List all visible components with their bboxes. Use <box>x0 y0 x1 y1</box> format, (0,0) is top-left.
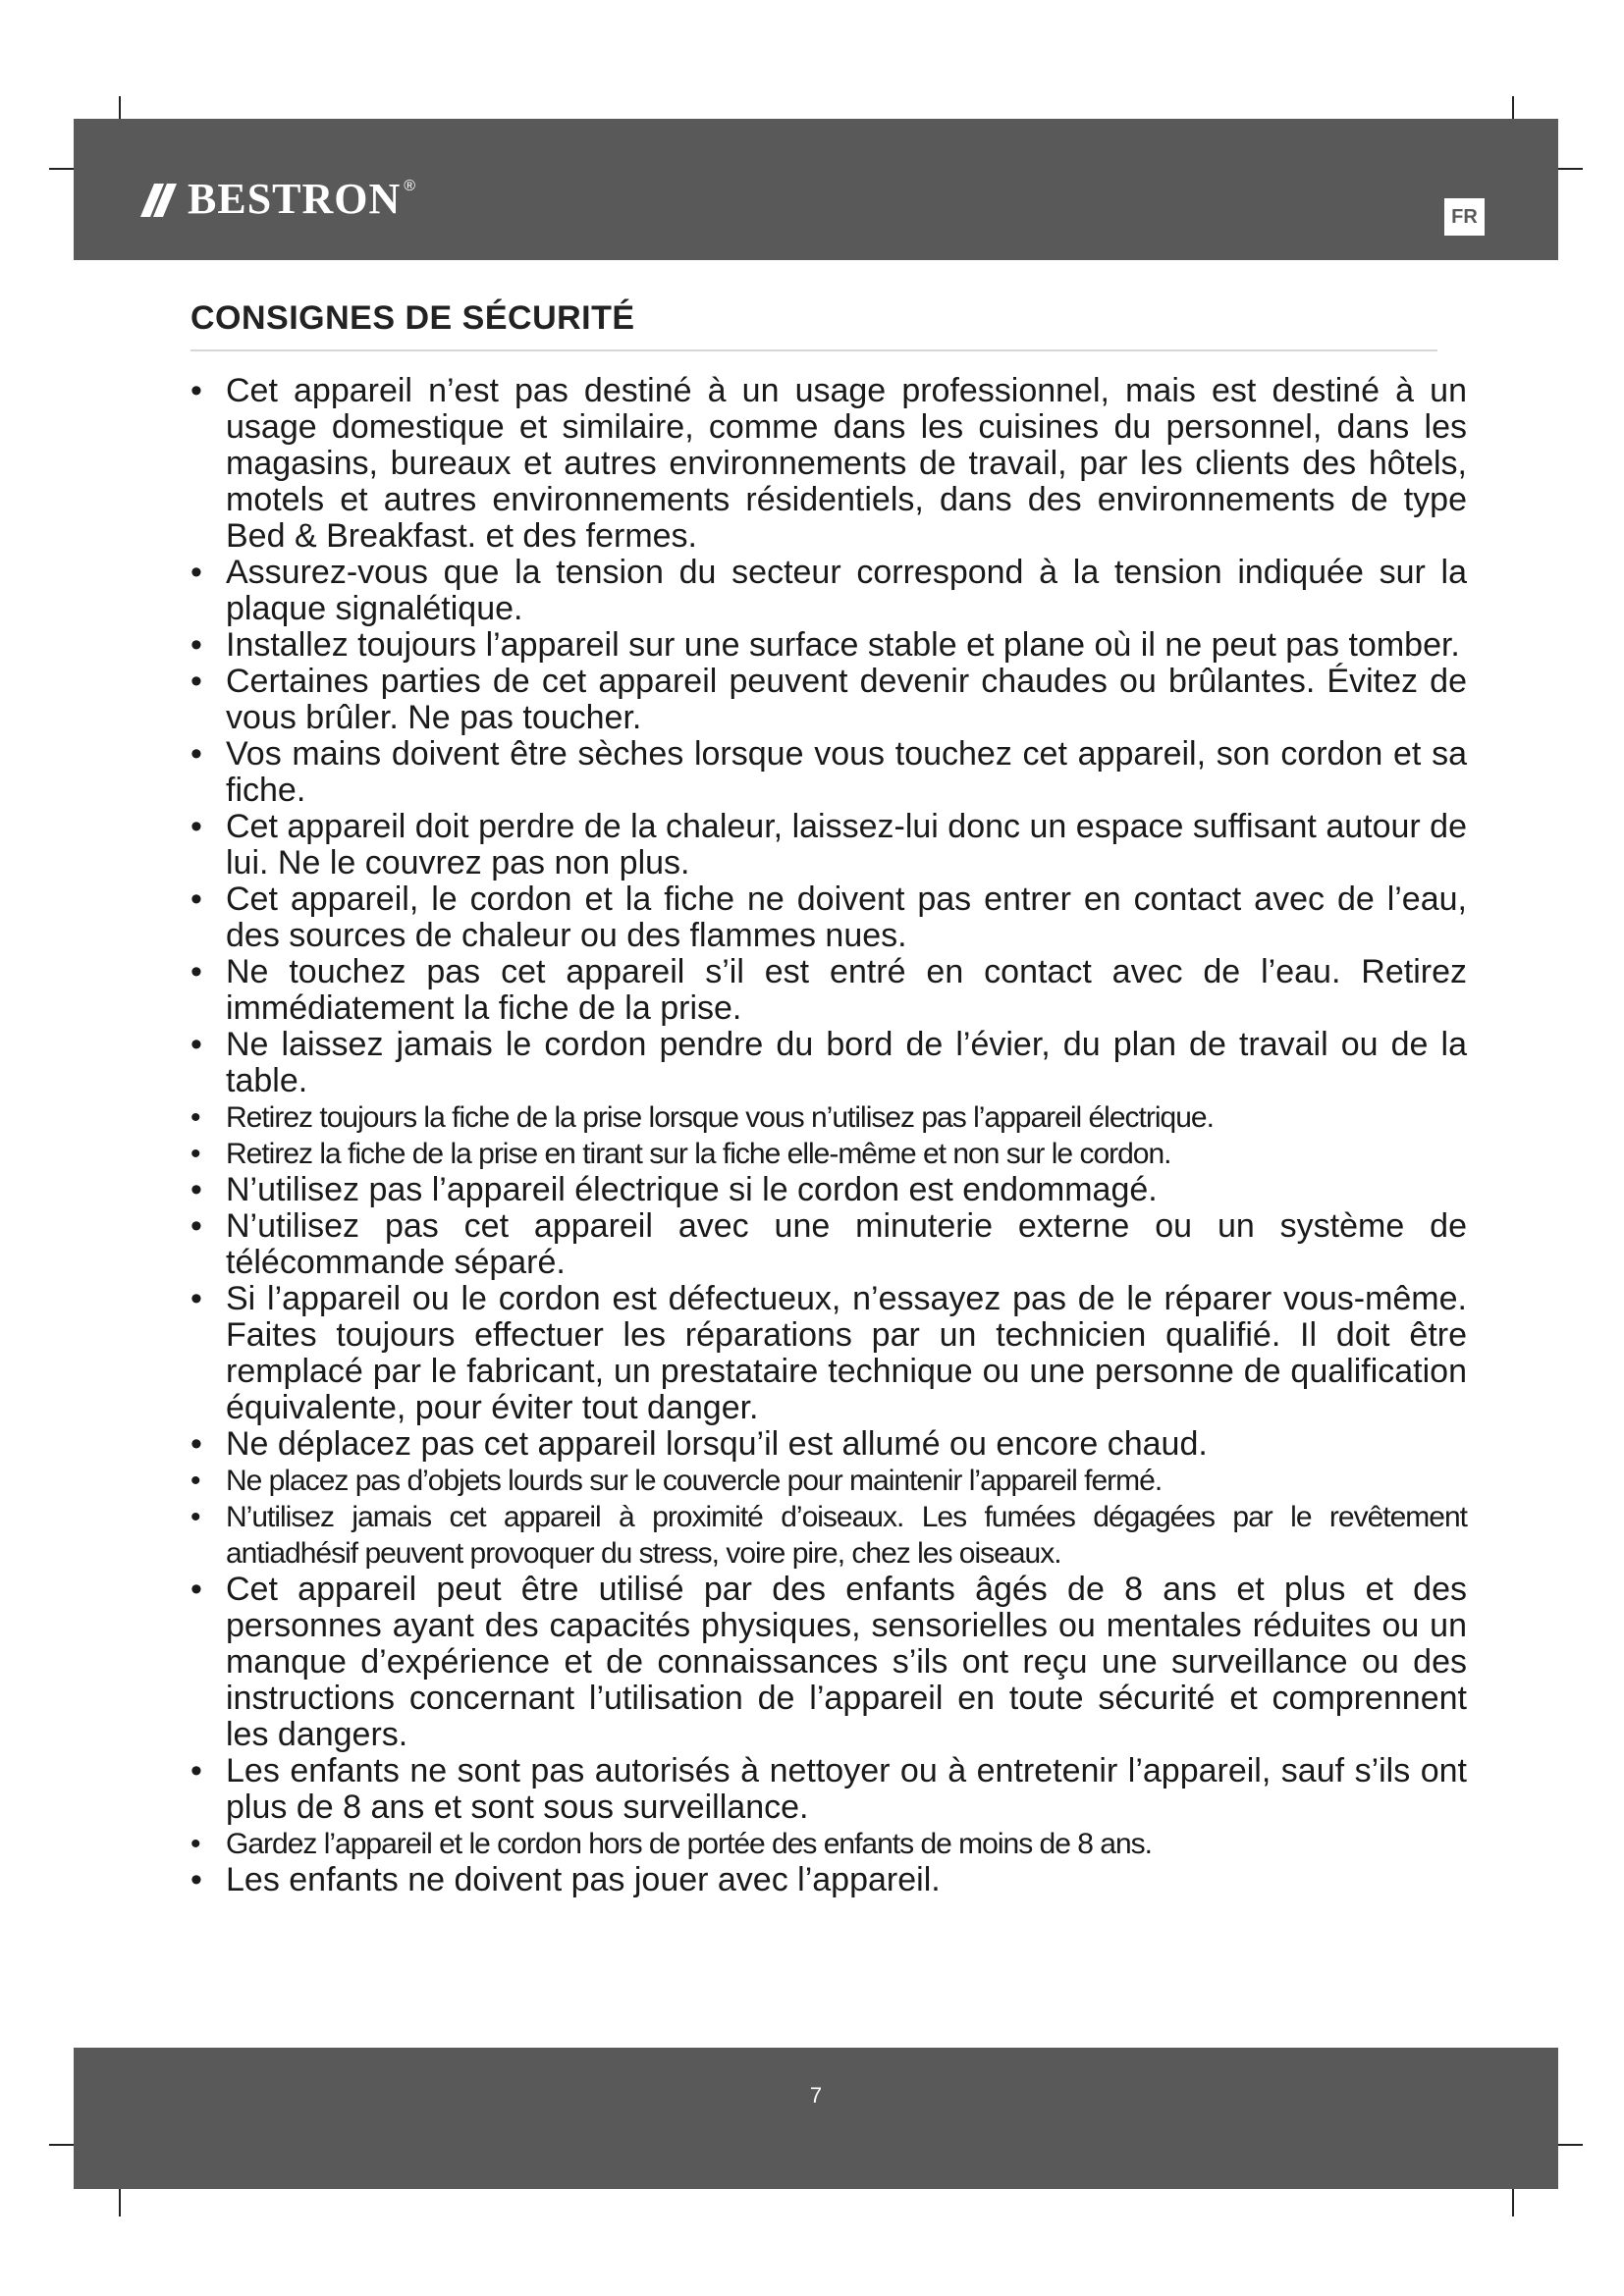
page-title: CONSIGNES DE SÉCURITÉ <box>190 299 635 337</box>
list-item: • N’utilisez pas cet appareil avec une minuterie externe ou un système de télécommande séparé. <box>190 1208 1467 1281</box>
list-item: • Cet appareil, le cordon et la fiche ne doivent pas entrer en contact avec de l’eau, des sources de chaleur ou des flammes nues. <box>190 881 1467 954</box>
registered-mark: ® <box>404 178 416 194</box>
list-item: • Retirez toujours la fiche de la prise lorsque vous n’utilisez pas l’appareil électrique. <box>190 1099 1467 1136</box>
list-item: • Ne déplacez pas cet appareil lorsqu’il est allumé ou encore chaud. <box>190 1426 1467 1463</box>
list-item: • Gardez l’appareil et le cordon hors de portée des enfants de moins de 8 ans. <box>190 1826 1467 1862</box>
brand-logo <box>140 175 416 223</box>
footer-bar <box>74 2048 1558 2189</box>
list-item: • N’utilisez pas l’appareil électrique si le cordon est endommagé. <box>190 1172 1467 1208</box>
page-number: 7 <box>809 2083 823 2108</box>
list-item: • Ne touchez pas cet appareil s’il est entré en contact avec de l’eau. Retirez immédiatement la fiche de la prise. <box>190 954 1467 1027</box>
list-item: • Les enfants ne doivent pas jouer avec l’appareil. <box>190 1862 1467 1898</box>
list-item: • Cet appareil doit perdre de la chaleur, laissez-lui donc un espace suffisant autour de lui. Ne le couvrez pas non plus. <box>190 809 1467 881</box>
safety-instructions-list <box>190 373 1467 1898</box>
language-badge: FR <box>1444 198 1485 236</box>
brand-chevrons-icon <box>140 184 180 217</box>
list-item: • Cet appareil peut être utilisé par des enfants âgés de 8 ans et plus et des personnes ayant des capacités physiques, sensorielles ou mentales réduites ou un manque d’expérience et de connaissances s’ils ont reçu une surveillance ou des instructions concernant l’utilisation de l’appareil en toute sécurité et comprennent les dangers. <box>190 1572 1467 1753</box>
list-item: • Les enfants ne sont pas autorisés à nettoyer ou à entretenir l’appareil, sauf s’ils ont plus de 8 ans et sont sous surveillance. <box>190 1753 1467 1826</box>
header-bar <box>74 119 1558 260</box>
list-item: • Ne placez pas d’objets lourds sur le couvercle pour maintenir l’appareil fermé. <box>190 1463 1467 1499</box>
list-item: • Retirez la fiche de la prise en tirant sur la fiche elle-même et non sur le cordon. <box>190 1136 1467 1172</box>
list-item: • Ne laissez jamais le cordon pendre du bord de l’évier, du plan de travail ou de la table. <box>190 1027 1467 1099</box>
list-item: • Cet appareil n’est pas destiné à un usage professionnel, mais est destiné à un usage domestique et similaire, comme dans les cuisines du personnel, dans les magasins, bureaux et autres environnements de travail, par les clients des hôtels, motels et autres environnements résidentiels, dans des environnements de type Bed & Breakfast. et des fermes. <box>190 373 1467 555</box>
title-divider <box>190 349 1437 351</box>
list-item: • Assurez-vous que la tension du secteur correspond à la tension indiquée sur la plaque signalétique. <box>190 555 1467 627</box>
list-item: • Vos mains doivent être sèches lorsque vous touchez cet appareil, son cordon et sa fiche. <box>190 736 1467 809</box>
list-item: • Installez toujours l’appareil sur une surface stable et plane où il ne peut pas tomber. <box>190 627 1467 664</box>
brand-name: BESTRON <box>188 175 402 223</box>
list-item: • Si l’appareil ou le cordon est défectueux, n’essayez pas de le réparer vous-même. Faites toujours effectuer les réparations par un technicien qualifié. Il doit être remplacé par le fabricant, un prestataire technique ou une personne de qualification équivalente, pour éviter tout danger. <box>190 1281 1467 1426</box>
list-item: • Certaines parties de cet appareil peuvent devenir chaudes ou brûlantes. Évitez de vous brûler. Ne pas toucher. <box>190 664 1467 736</box>
list-item: • N’utilisez jamais cet appareil à proximité d’oiseaux. Les fumées dégagées par le revêtement antiadhésif peuvent provoquer du stress, voire pire, chez les oiseaux. <box>190 1499 1467 1572</box>
